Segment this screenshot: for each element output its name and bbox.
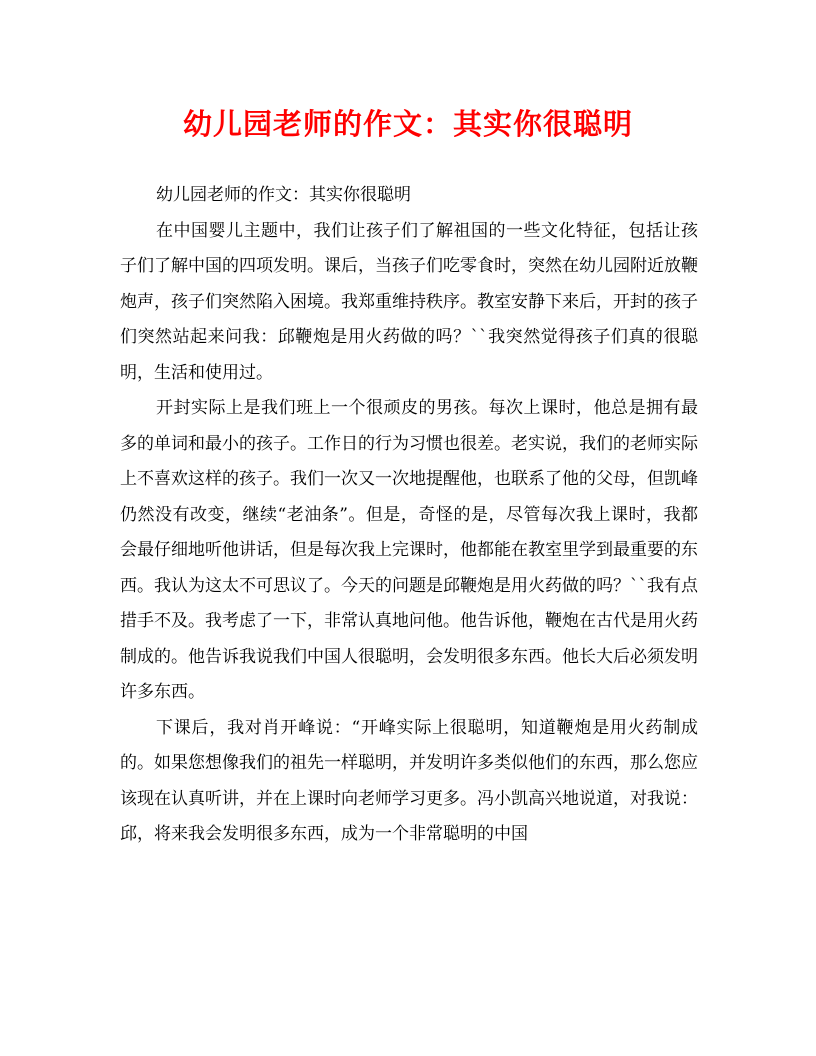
paragraph-2: 开封实际上是我们班上一个很顽皮的男孩。每次上课时，他总是拥有最多的单词和最小的孩子。工作日的行为习惯也很差。老实说，我们的老师实际上不喜欢这样的孩子。我们一次又一次地提醒他，也联系了他的父母，但凯峰仍然没有改变，继续“老油条”。但是，奇怪的是，尽管每次我上课时，我都会最仔细地听他讲话，但是每次我上完课时，他都能在教室里学到最重要的东西。我认为这太不可思议了。今天的问题是邱鞭炮是用火药做的吗？``我有点措手不及。我考虑了一下，非常认真地问他。他告诉他，鞭炮在古代是用火药制成的。他告诉我说我们中国人很聪明，会发明很多东西。他长大后必须发明许多东西。 bbox=[120, 398, 698, 702]
document-title: 幼儿园老师的作文：其实你很聪明 bbox=[182, 107, 633, 141]
paragraph-1: 在中国婴儿主题中，我们让孩子们了解祖国的一些文化特征，包括让孩子们了解中国的四项发明。课后，当孩子们吃零食时，突然在幼儿园附近放鞭炮声，孩子们突然陷入困境。我郑重维持秩序。教室安静下来后，开封的孩子们突然站起来问我：邱鞭炮是用火药做的吗？``我突然觉得孩子们真的很聪明，生活和使用过。 bbox=[120, 220, 698, 383]
document-body bbox=[120, 178, 698, 853]
paragraph-subtitle: 幼儿园老师的作文：其实你很聪明 bbox=[156, 185, 411, 205]
paragraph-3: 下课后，我对肖开峰说：“开峰实际上很聪明，知道鞭炮是用火药制成的。如果您想像我们的祖先一样聪明，并发明许多类似他们的东西，那么您应该现在认真听讲，并在上课时向老师学习更多。冯小凯高兴地说道，对我说：邱，将来我会发明很多东西，成为一个非常聪明的中国 bbox=[120, 717, 698, 844]
